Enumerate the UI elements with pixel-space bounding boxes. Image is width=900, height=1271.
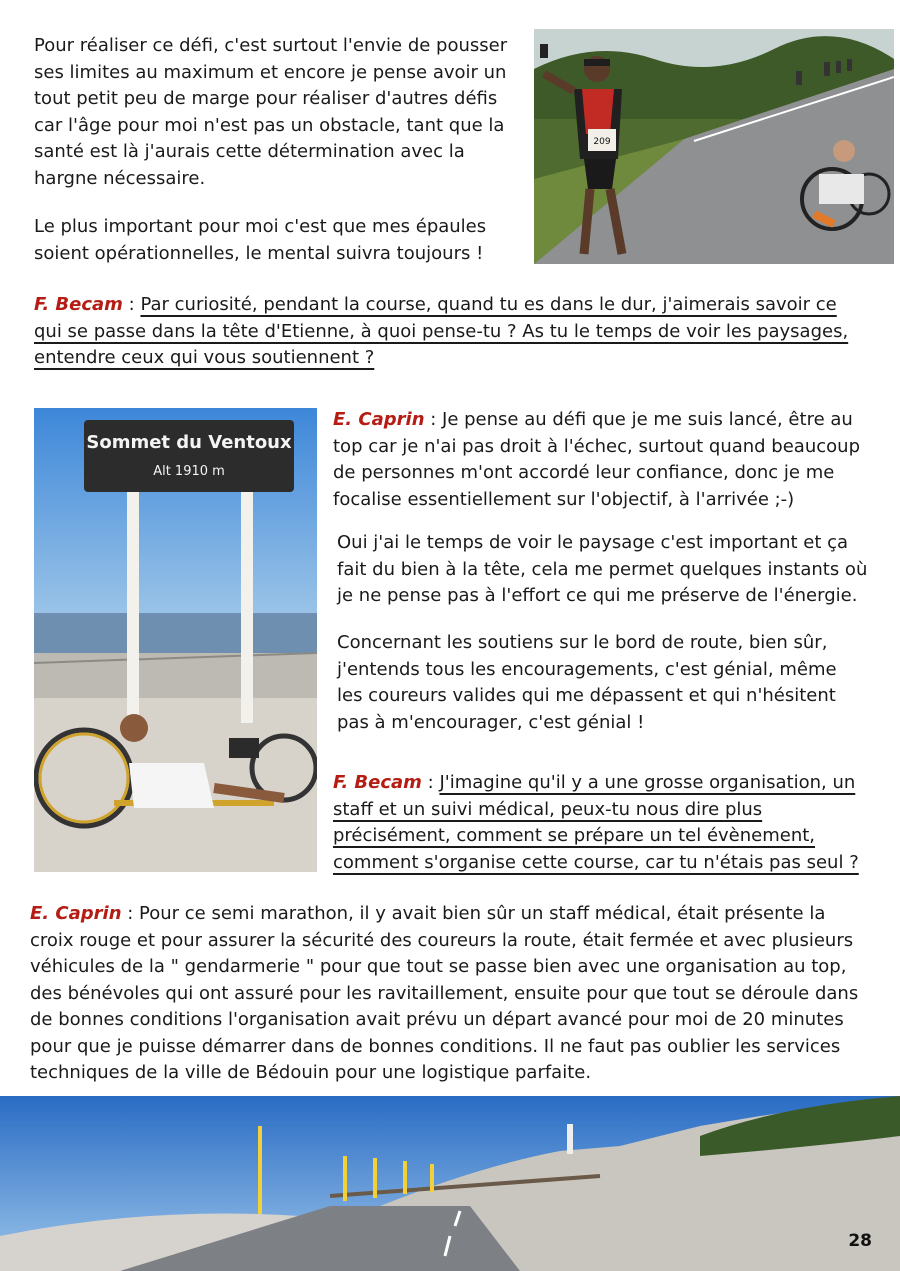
answer-1-paragraph-2: Oui j'ai le temps de voir le paysage c'est important et ça fait du bien à la tête, cela me permet quelques instants où je ne pense pas à l'effort ce qui me préserve de l'énergie. bbox=[337, 532, 868, 606]
separator: : bbox=[421, 772, 440, 793]
intro-paragraph-1: Pour réaliser ce défi, c'est surtout l'envie de pousser ses limites au maximum et encore je pense avoir un tout petit peu de marge pour réaliser d'autres défis car l'âge pour moi n'est pas un obstacle, tant que la santé est là j'aurais cette détermination avec la hargne nécessaire. bbox=[34, 35, 508, 189]
bib-number: 209 bbox=[593, 137, 611, 147]
answer-1 bbox=[333, 407, 861, 513]
separator: : bbox=[122, 294, 141, 315]
speaker-label: E. Caprin bbox=[333, 409, 425, 430]
speaker-label: E. Caprin bbox=[30, 903, 122, 924]
intro-paragraph-2: Le plus important pour moi c'est que mes épaules soient opérationnelles, le mental suivra toujours ! bbox=[34, 216, 487, 264]
question-1 bbox=[34, 292, 869, 372]
sign-title: Sommet du Ventoux bbox=[86, 432, 292, 453]
separator: : bbox=[424, 409, 443, 430]
answer-text: Je pense au défi que je me suis lancé, être au top car je n'ai pas droit à l'échec, surtout quand beaucoup de personnes m'ont accordé leur confiance, donc je me focalise essentiellement sur l'objectif, à l'arrivée ;-) bbox=[333, 409, 860, 510]
speaker-label: F. Becam bbox=[333, 772, 422, 793]
answer-1-paragraph-3: Concernant les soutiens sur le bord de route, bien sûr, j'entends tous les encouragements, c'est génial, même les coureurs valides qui me dépassent et qui n'hésitent pas à m'encourager, c'est génial ! bbox=[337, 632, 837, 733]
photo-mont-ventoux-road bbox=[0, 1096, 900, 1271]
answer-text: Pour ce semi marathon, il y avait bien sûr un staff médical, était présente la croix rouge et pour assurer la sécurité des coureurs la route, était fermée et avec plusieurs véhicules de la " gendarmerie " pour que tout se passe bien avec une organisation au top, des bénévoles qui ont assuré pour les ravitaillement, ensuite pour que tout se déroule dans de bonnes conditions l'organisation avait prévu un départ avancé pour moi de 20 minutes pour que je puisse démarrer dans de bonnes conditions. Il ne faut pas oublier les services techniques de la ville de Bédouin pour une logistique parfaite. bbox=[30, 903, 859, 1083]
photo-ventoux-summit bbox=[34, 408, 317, 872]
speaker-label: F. Becam bbox=[34, 294, 123, 315]
separator: : bbox=[121, 903, 140, 924]
answer-2 bbox=[30, 901, 872, 1087]
photo-runner-handbike bbox=[534, 29, 894, 264]
question-2 bbox=[333, 770, 878, 876]
question-text: Par curiosité, pendant la course, quand tu es dans le dur, j'aimerais savoir ce qui se passe dans la tête d'Etienne, à quoi pense-tu ? As tu le temps de voir les paysages, entendre ceux qui vous soutiennent ? bbox=[34, 294, 849, 368]
question-text: J'imagine qu'il y a une grosse organisation, un staff et un suivi médical, peux-tu nous dire plus précisément, comment se prépare un tel évènement, comment s'organise cette course, car tu n'étais pas seul ? bbox=[333, 772, 859, 873]
page-number: 28 bbox=[848, 1231, 872, 1251]
sign-altitude: Alt 1910 m bbox=[153, 464, 225, 479]
